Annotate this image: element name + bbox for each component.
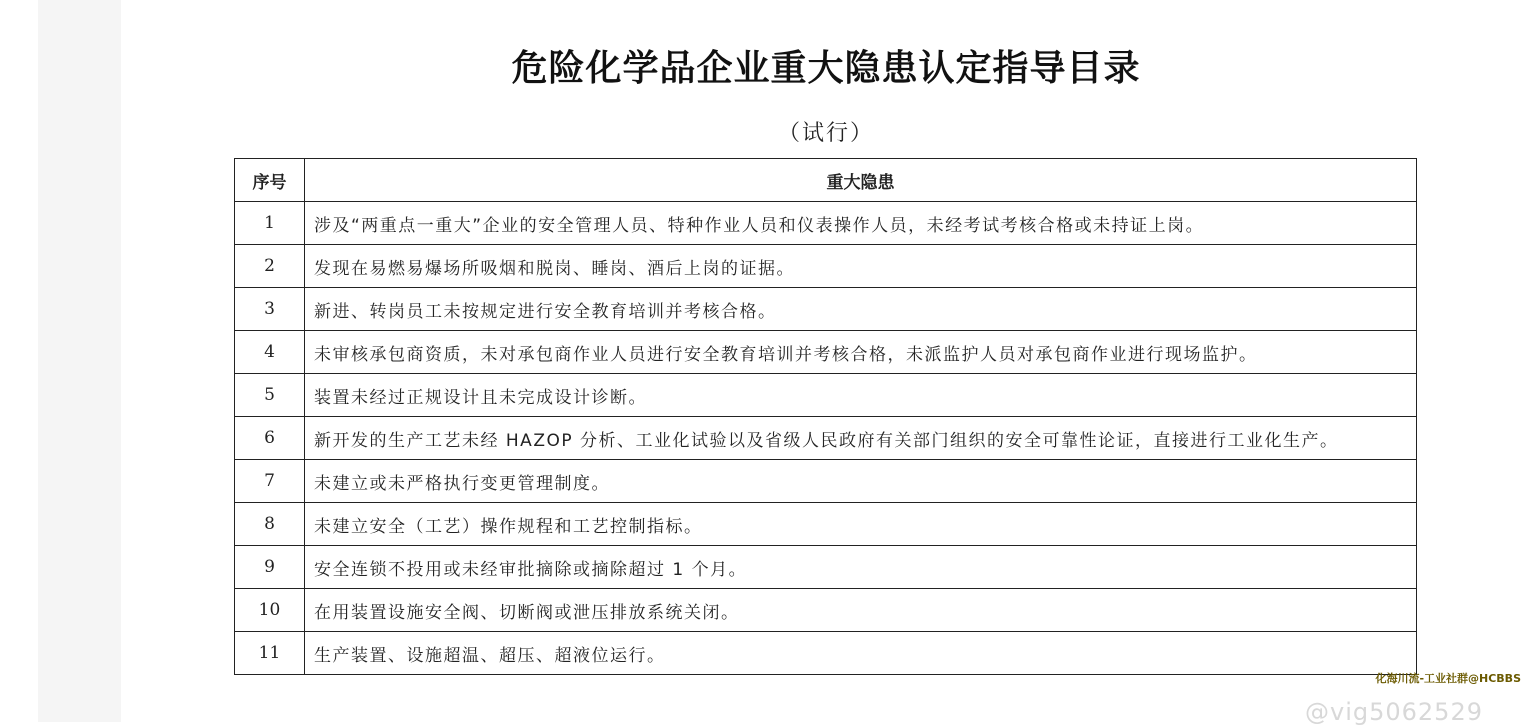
table-header-row [235, 159, 1417, 202]
document-subtitle: （试行） [777, 121, 874, 146]
row-hazard: 未建立安全（工艺）操作规程和工艺控制指标。 [305, 503, 1417, 546]
row-number: 2 [235, 245, 305, 288]
table-row [235, 202, 1417, 245]
row-number: 11 [235, 632, 305, 675]
header-number: 序号 [235, 159, 305, 202]
table-row [235, 503, 1417, 546]
row-number: 7 [235, 460, 305, 503]
row-number: 8 [235, 503, 305, 546]
document-title: 危险化学品企业重大隐患认定指导目录 [511, 48, 1141, 89]
id-watermark: @vig5062529 [1305, 698, 1483, 726]
row-hazard: 涉及“两重点一重大”企业的安全管理人员、特种作业人员和仪表操作人员，未经考试考核合格或未持证上岗。 [305, 202, 1417, 245]
row-hazard: 安全连锁不投用或未经审批摘除或摘除超过 1 个月。 [305, 546, 1417, 589]
row-hazard: 新开发的生产工艺未经 HAZOP 分析、工业化试验以及省级人民政府有关部门组织的安全可靠性论证，直接进行工业化生产。 [305, 417, 1417, 460]
hazard-table [234, 158, 1417, 675]
row-number: 5 [235, 374, 305, 417]
page-margin [38, 0, 121, 722]
header-hazard: 重大隐患 [305, 159, 1417, 202]
table-row [235, 288, 1417, 331]
row-hazard: 新进、转岗员工未按规定进行安全教育培训并考核合格。 [305, 288, 1417, 331]
row-number: 6 [235, 417, 305, 460]
row-number: 9 [235, 546, 305, 589]
table-row [235, 589, 1417, 632]
row-number: 4 [235, 331, 305, 374]
row-number: 3 [235, 288, 305, 331]
document-page [121, 0, 1533, 722]
table-row [235, 546, 1417, 589]
row-number: 1 [235, 202, 305, 245]
table-row [235, 331, 1417, 374]
row-hazard: 装置未经过正规设计且未完成设计诊断。 [305, 374, 1417, 417]
row-hazard: 生产装置、设施超温、超压、超液位运行。 [305, 632, 1417, 675]
row-hazard: 发现在易燃易爆场所吸烟和脱岗、睡岗、酒后上岗的证据。 [305, 245, 1417, 288]
table-row [235, 374, 1417, 417]
table-row [235, 632, 1417, 675]
row-hazard: 未审核承包商资质，未对承包商作业人员进行安全教育培训并考核合格，未派监护人员对承包商作业进行现场监护。 [305, 331, 1417, 374]
table-row [235, 460, 1417, 503]
row-hazard: 在用装置设施安全阀、切断阀或泄压排放系统关闭。 [305, 589, 1417, 632]
row-number: 10 [235, 589, 305, 632]
row-hazard: 未建立或未严格执行变更管理制度。 [305, 460, 1417, 503]
table-row [235, 245, 1417, 288]
table-row [235, 417, 1417, 460]
brand-watermark: 化海川流-工业社群@HCBBS [1375, 672, 1521, 685]
